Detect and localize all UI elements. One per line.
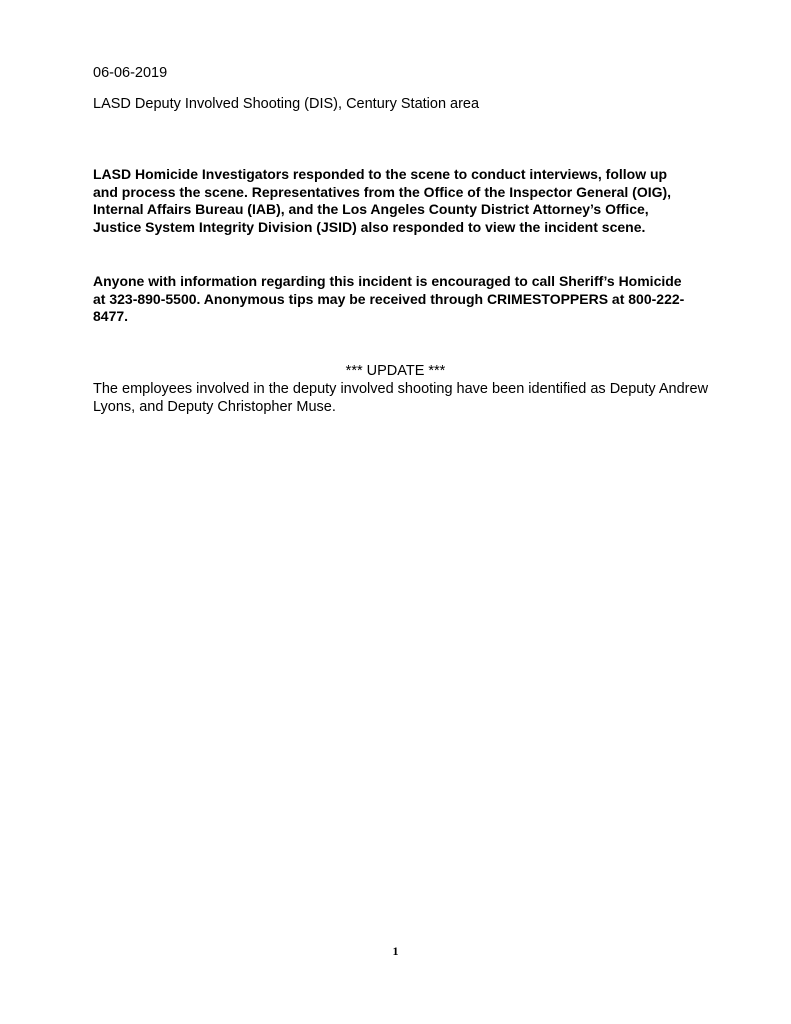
page-number: 1: [392, 944, 399, 958]
investigation-paragraph: LASD Homicide Investigators responded to the scene to conduct interviews, follow up and process the scene. Representatives from the Office of the Inspector General (OIG), Internal Affairs Bureau (IAB), and the Los Angeles County District Attorney’s Office, Justice System Integrity Division (JSID) also responded to view the incident scene.: [93, 166, 672, 235]
document-subject: LASD Deputy Involved Shooting (DIS), Century Station area: [93, 96, 480, 112]
update-heading: *** UPDATE ***: [345, 363, 446, 379]
tips-paragraph: Anyone with information regarding this incident is encouraged to call Sheriff’s Homicide at 323-890-5500. Anonymous tips may be received through CRIMESTOPPERS at 800-222-8477.: [93, 273, 685, 325]
update-text: The employees involved in the deputy involved shooting have been identified as Deputy Andrew Lyons, and Deputy Christopher Muse.: [93, 381, 709, 415]
document-date: 06-06-2019: [93, 65, 168, 81]
